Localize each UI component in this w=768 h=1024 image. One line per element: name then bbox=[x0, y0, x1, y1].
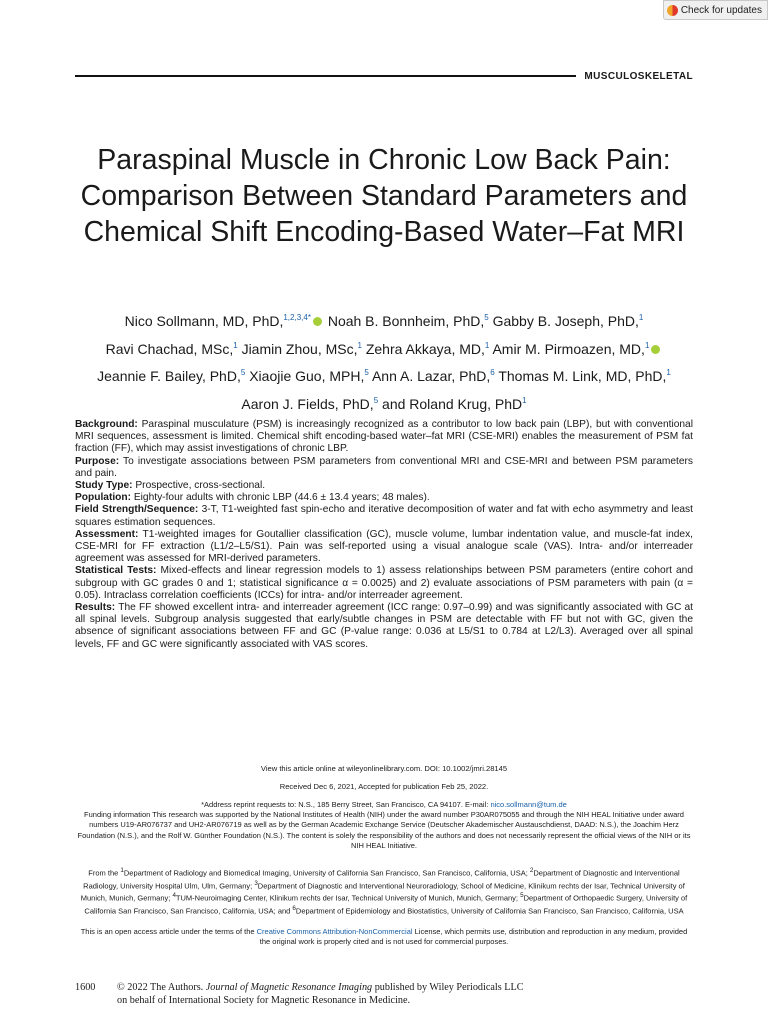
affiliation-marker: 4 bbox=[172, 892, 176, 900]
affiliation-marker: 3 bbox=[254, 879, 258, 887]
reprint-requests: *Address reprint requests to: N.S., 185 Berry Street, San Francisco, CA 94107. E-mail: nico.sollmann@tum.de bbox=[201, 800, 567, 809]
author-affiliation-marker: 1 bbox=[233, 340, 238, 350]
check-for-updates-label: Check for updates bbox=[680, 4, 762, 16]
author-affiliation-marker: 1 bbox=[484, 340, 490, 350]
orcid-icon[interactable] bbox=[651, 345, 660, 354]
abstract-section: Field Strength/Sequence: 3-T, T1-weighted fast spin-echo and iterative decomposition of water and fat with echo asymmetry and least squares estimation sequences. bbox=[75, 504, 693, 528]
received-dates: Received Dec 6, 2021, Accepted for publication Feb 25, 2022. bbox=[279, 782, 489, 791]
author-affiliation-marker: 5 bbox=[484, 313, 489, 322]
update-icon bbox=[667, 5, 678, 16]
abstract bbox=[75, 419, 693, 651]
author-name: Jiamin Zhou, MSc, bbox=[241, 340, 358, 357]
author-affiliation-marker: 5 bbox=[240, 368, 246, 377]
author-name: Ravi Chachad, MSc, bbox=[105, 340, 234, 357]
view-online-note: View this article online at wileyonlinelibrary.com. DOI: 10.1002/jmri.28145 bbox=[260, 764, 508, 773]
section-header bbox=[75, 69, 693, 83]
abstract-section-label: Purpose: bbox=[75, 455, 120, 467]
author-name: Zehra Akkaya, MD, bbox=[365, 340, 485, 357]
author-affiliation-marker: 1 bbox=[644, 340, 650, 350]
abstract-section-label: Statistical Tests: bbox=[75, 565, 157, 577]
abstract-section-label: Assessment: bbox=[75, 528, 139, 540]
author-name: Ann A. Lazar, PhD, bbox=[371, 368, 491, 384]
author-affiliation-marker: 1 bbox=[357, 340, 362, 350]
affiliation-marker: 6 bbox=[292, 905, 296, 913]
author-affiliation-marker: 5 bbox=[373, 395, 379, 405]
affiliation-marker: 2 bbox=[529, 867, 534, 874]
affiliations: From the $^1$Department of Radiology and Biomedical Imaging, University of California San Francisco, San Francisco, California, USA; $^2$Department of Diagnostic and Interventional Radiology, University Hospital Ulm, Ulm, Germany; $^3$Department of Diagnostic and Interventional Neuroradiology, School of Medicine, Klinikum rechts der Isar, Technical University of Munich, Munich, Germany; $^4$TUM-Neuroimaging Center, Klinikum rechts der Isar, Technical University of Munich, Munich, Germany; $^5$Department of Orthopaedic Surgery, University of California San Francisco, San Francisco, California, USA; and $^6$Department of Epidemiology and Biostatistics, University of California San Francisco, San Francisco, California, USA bbox=[80, 867, 688, 916]
abstract-section: Background: Paraspinal musculature (PSM) is increasingly recognized as a contributor to low back pain (LBP), but with conventional MRI sequences, assessment is limited. Chemical shift encoding-based water–fat MRI (CSE-MRI) enables the measurement of PSM fat fraction (FF), which may assist investigations of chronic LBP. bbox=[75, 419, 693, 455]
author-affiliation-marker: 1 bbox=[638, 313, 644, 322]
check-for-updates-button[interactable] bbox=[663, 0, 768, 20]
email-link[interactable]: nico.sollmann@tum.de bbox=[490, 800, 567, 809]
author-name: Thomas M. Link, MD, PhD, bbox=[498, 368, 667, 384]
section-label: MUSCULOSKELETAL bbox=[584, 70, 693, 82]
abstract-section-label: Background: bbox=[75, 419, 138, 430]
author-affiliation-marker: 1 bbox=[666, 368, 671, 377]
author-name: Nico Sollmann, MD, PhD, bbox=[124, 313, 284, 329]
abstract-section-label: Results: bbox=[75, 602, 116, 614]
abstract-section: Study Type: Prospective, cross-sectional. bbox=[75, 480, 266, 492]
author-affiliation-marker: 5 bbox=[364, 368, 369, 377]
author-name: Gabby B. Joseph, PhD, bbox=[492, 313, 639, 329]
funding-information: Funding information This research was supported by the National Institutes of Health (NIH) under the award number P30AR075055 and through the NIH HEAL Initiative under award numbers U19-AR076737 and UH2-AR076719 as well as by the German Academic Exchange Service (Deutscher Akademischer Austauschdienst, DAAD: N.S.), the Joachim Herz Foundation (N.S.), and the Rolf W. Günther Foundation (N.S.). The content is solely the responsibility of the authors and does not necessarily represent the official views of the NIH or its NIH HEAL Initiative. bbox=[77, 810, 691, 850]
abstract-section: Results: The FF showed excellent intra- and interreader agreement (ICC range: 0.97–0.99) and was significantly associated with GC at all spinal levels. Subgroup analysis suggested that early/subtle changes in PSM are detectable with FF but not with GC, given the absence of significant associations between FF and GC (P-value range: 0.036 at L5/S1 to 0.784 at L2/L3). Averaged over all spinal levels, FF and GC were significantly associated with VAS scores. bbox=[75, 602, 693, 650]
open-access-statement: This is an open access article under the terms of the Creative Commons Attribution-NonCommercial License, which permits use, distribution and reproduction in any medium, provided the original work is properly cited and is not used for commercial purposes. bbox=[80, 927, 688, 947]
affiliation-marker: 5 bbox=[520, 892, 524, 900]
orcid-icon[interactable] bbox=[313, 317, 322, 326]
author-name: and Roland Krug, PhD bbox=[382, 395, 523, 412]
affiliation-marker: 1 bbox=[120, 867, 124, 874]
abstract-section-label: Field Strength/Sequence: bbox=[75, 504, 199, 516]
author-affiliation-marker: 1,2,3,4* bbox=[283, 313, 311, 322]
author-name: Amir M. Pirmoazen, MD, bbox=[492, 340, 645, 357]
author-name: Noah B. Bonnheim, PhD, bbox=[327, 313, 485, 329]
author-list bbox=[60, 306, 708, 416]
article-title: Paraspinal Muscle in Chronic Low Back Pain: Comparison Between Standard Parameters and Chemical Shift Encoding-Based Water–Fat MRI bbox=[80, 144, 688, 248]
author-name: Aaron J. Fields, PhD, bbox=[241, 395, 374, 412]
author-name: Jeannie F. Bailey, PhD, bbox=[97, 368, 241, 384]
abstract-section: Purpose: To investigate associations between PSM parameters from conventional MRI and CSE-MRI and between PSM parameters and pain. bbox=[75, 455, 693, 479]
author-name: Xiaojie Guo, MPH, bbox=[249, 368, 365, 384]
correspondence-block bbox=[75, 800, 693, 851]
abstract-section-label: Study Type: bbox=[75, 480, 133, 492]
license-link[interactable]: Creative Commons Attribution-NonCommercial bbox=[256, 927, 413, 936]
abstract-section: Population: Eighty-four adults with chronic LBP (44.6 ± 13.4 years; 48 males). bbox=[75, 492, 430, 504]
abstract-section: Assessment: T1-weighted images for Goutallier classification (GC), muscle volume, lumbar indentation value, and muscle-fat index, CSE-MRI for FF extraction (L1/2–L5/S1). Pain was self-reported using a visual analogue scale (VAS). Intra- and/or interreader agreement was assessed for MRI-derived parameters. bbox=[75, 528, 693, 565]
journal-name: Journal of Magnetic Resonance Imaging bbox=[205, 982, 373, 993]
page-number: 1600 bbox=[75, 982, 96, 993]
abstract-section-label: Population: bbox=[75, 492, 132, 504]
copyright-notice: © 2022 The Authors. Journal of Magnetic Resonance Imaging published by Wiley Periodicals LLC on behalf of International Society for Magnetic Resonance in Medicine. bbox=[117, 982, 524, 1006]
abstract-section: Statistical Tests: Mixed-effects and linear regression models to 1) assess relationships between PSM parameters (entire cohort and subgroup with GC grades 0 and 1; statistical significance α = 0.0025) and 2) evaluate associations of PSM parameters with pain (α = 0.05). Intraclass correlation coefficients (ICCs) for intra- and/or interreader agreement. bbox=[75, 565, 693, 601]
divider bbox=[75, 75, 576, 77]
author-affiliation-marker: 6 bbox=[490, 368, 495, 377]
page-footer bbox=[75, 982, 693, 1007]
author-affiliation-marker: 1 bbox=[522, 395, 527, 405]
